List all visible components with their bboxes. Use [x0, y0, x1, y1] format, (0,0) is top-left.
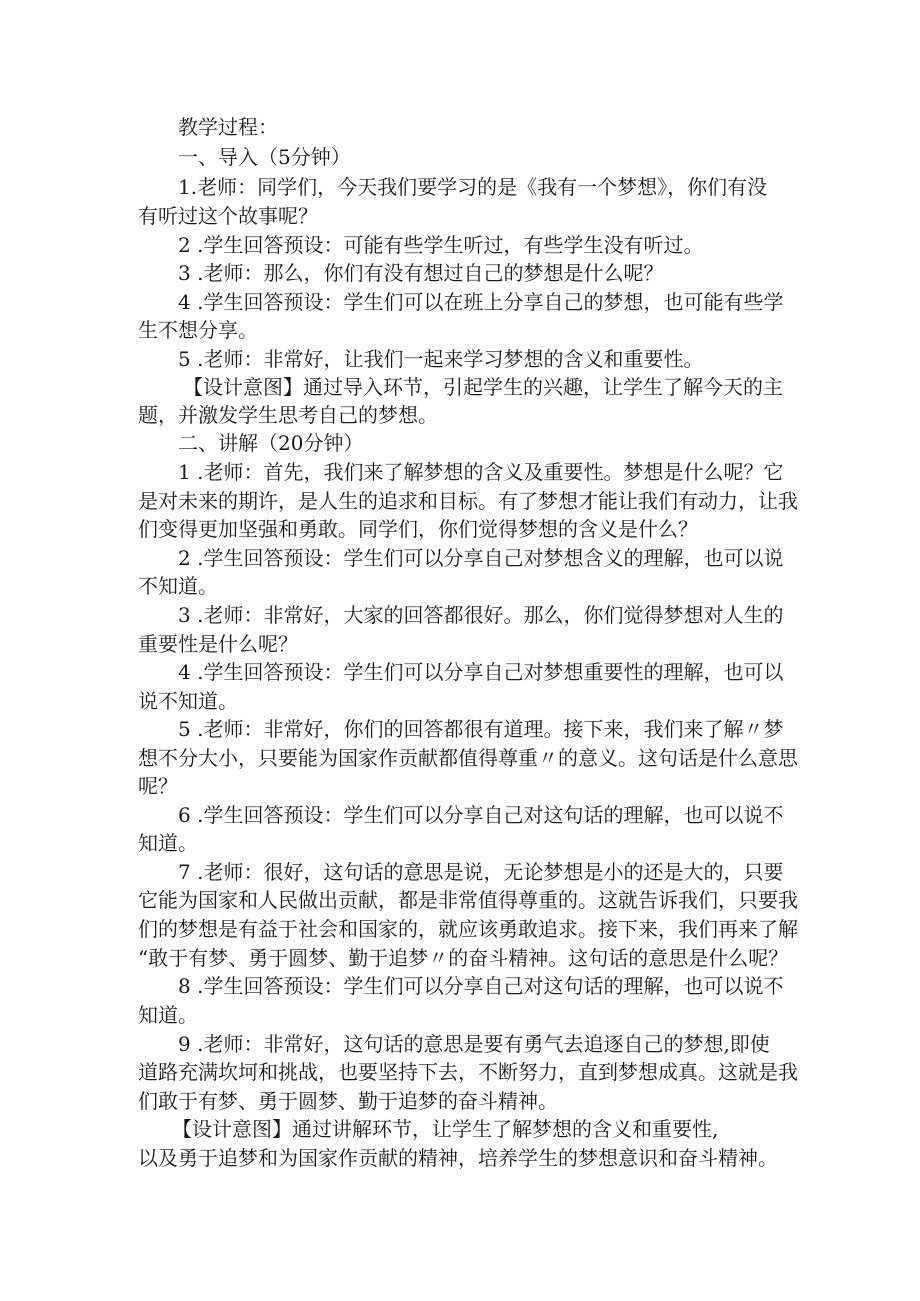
design-intent-line: 题，并激发学生思考自己的梦想。	[138, 403, 438, 427]
paragraph-line: 知道。	[138, 1003, 198, 1027]
paragraph-line: 2 .学生回答预设：可能有些学生听过，有些学生没有听过。	[178, 233, 704, 257]
paragraph-line: 们变得更加坚强和勇敢。同学们，你们觉得梦想的含义是什么？	[138, 517, 698, 541]
paragraph-line: 它能为国家和人民做出贡献，都是非常值得尊重的。这就告诉我们，只要我	[138, 888, 798, 912]
paragraph-line: 9 .老师：非常好，这句话的意思是要有勇气去追逐自己的梦想,即使	[178, 1032, 770, 1056]
paragraph-line: 们敢于有梦、勇于圆梦、勤于追梦的奋斗精神。	[138, 1089, 558, 1113]
paragraph-line: 1 .老师：首先，我们来了解梦想的含义及重要性。梦想是什么呢？它	[178, 460, 784, 484]
paragraph-line: 6 .学生回答预设：学生们可以分享自己对这句话的理解，也可以说不	[178, 803, 784, 827]
paragraph-line: 知道。	[138, 831, 198, 855]
paragraph-line: 生不想分享。	[138, 318, 258, 342]
design-intent-line: 【设计意图】通过导入环节，引起学生的兴趣，让学生了解今天的主	[183, 375, 783, 399]
section-heading: 一、导入（5分钟）	[178, 145, 351, 169]
paragraph-line: 3 .老师：那么，你们有没有想过自己的梦想是什么呢？	[178, 261, 664, 285]
paragraph-line: 5 .老师：非常好，让我们一起来学习梦想的含义和重要性。	[178, 347, 704, 371]
paragraph-line: 3 .老师：非常好，大家的回答都很好。那么，你们觉得梦想对人生的	[178, 603, 784, 627]
paragraph-line: 2 .学生回答预设：学生们可以分享自己对梦想含义的理解，也可以说	[178, 546, 784, 570]
paragraph-line: 呢？	[138, 774, 178, 798]
paragraph-line: 说不知道。	[138, 689, 238, 713]
paragraph-line: “敢于有梦、勇于圆梦、勤于追梦〃的奋斗精神。这句话的意思是什么呢？	[138, 946, 789, 970]
paragraph-line: 想不分大小，只要能为国家作贡献都值得尊重〃的意义。这句话是什么意思	[138, 746, 798, 770]
paragraph-line: 4 .学生回答预设：学生们可以分享自己对梦想重要性的理解，也可以	[178, 660, 784, 684]
design-intent-line: 以及勇于追梦和为国家作贡献的精神，培养学生的梦想意识和奋斗精神。	[138, 1146, 778, 1170]
paragraph-line: 是对未来的期许，是人生的追求和目标。有了梦想才能让我们有动力，让我	[138, 489, 798, 513]
paragraph-line: 5 .老师：非常好，你们的回答都很有道理。接下来，我们来了解〃梦	[178, 717, 784, 741]
paragraph-line: 不知道。	[138, 574, 218, 598]
document-title: 教学过程：	[178, 115, 278, 139]
paragraph-line: 7 .老师：很好，这句话的意思是说，无论梦想是小的还是大的，只要	[178, 860, 784, 884]
paragraph-line: 们的梦想是有益于社会和国家的，就应该勇敢追求。接下来，我们再来了解	[138, 917, 798, 941]
paragraph-line: 道路充满坎坷和挑战，也要坚持下去，不断努力，直到梦想成真。这就是我	[138, 1060, 798, 1084]
section-heading: 二、讲解（20分钟）	[178, 431, 364, 455]
design-intent-line: 【设计意图】通过讲解环节，让学生了解梦想的含义和重要性,	[172, 1117, 719, 1141]
paragraph-line: 1.老师：同学们，今天我们要学习的是《我有一个梦想》，你们有没	[178, 175, 768, 199]
paragraph-line: 有听过这个故事呢？	[138, 204, 318, 228]
paragraph-line: 8 .学生回答预设：学生们可以分享自己对这句话的理解，也可以说不	[178, 974, 784, 998]
paragraph-line: 4 .学生回答预设：学生们可以在班上分享自己的梦想，也可能有些学	[178, 290, 784, 314]
paragraph-line: 重要性是什么呢？	[138, 632, 298, 656]
